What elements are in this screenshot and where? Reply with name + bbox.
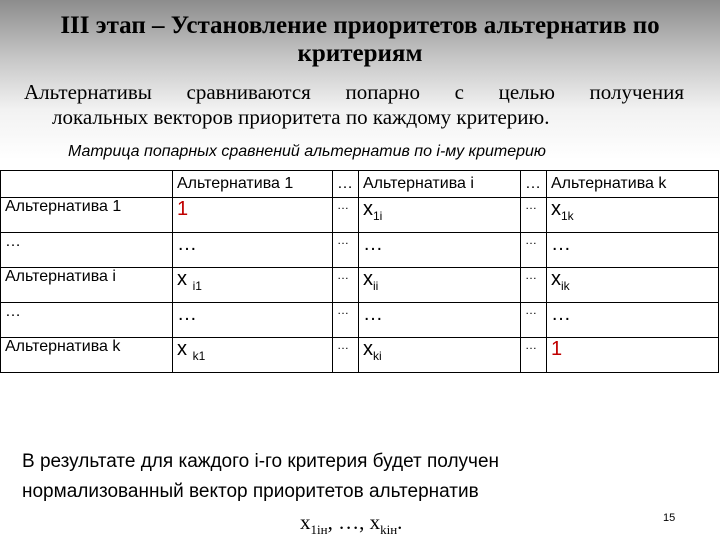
cell-alt-1 [173, 233, 333, 268]
formula-xk: x [369, 510, 381, 534]
cell-ellipsis [333, 268, 359, 303]
formula-sep: , …, [327, 510, 370, 534]
cell-alt-i [359, 338, 521, 373]
header-cell-ellipsis: … [521, 171, 547, 198]
cell-ellipsis [521, 338, 547, 373]
result-formula [300, 510, 402, 538]
row-label [1, 303, 173, 338]
cell-alt-k-value: x [551, 268, 561, 290]
intro-word: целью [498, 80, 555, 104]
slide-title [0, 12, 720, 68]
cell-alt-1-subscript: i1 [192, 279, 202, 293]
cell-ellipsis [521, 233, 547, 268]
table-row [1, 338, 719, 373]
cell-ellipsis [333, 303, 359, 338]
cell-alt-i [359, 303, 521, 338]
formula-xk-sub: kiн [380, 522, 398, 538]
cell-alt-i-value: … [363, 303, 383, 325]
cell-alt-k [547, 233, 719, 268]
intro-line2: локальных векторов приоритета по каждому критерию. [52, 105, 550, 129]
cell-alt-k-value: … [551, 233, 571, 255]
header-cell-alt-k: Альтернатива k [547, 171, 719, 198]
cell-alt-i-value: x [363, 268, 373, 290]
comparison-matrix [0, 170, 719, 373]
header-cell-corner [1, 171, 173, 198]
cell-alt-k [547, 338, 719, 373]
cell-ellipsis [333, 198, 359, 233]
cell-alt-1 [173, 303, 333, 338]
header-cell-alt-i: Альтернатива i [359, 171, 521, 198]
cell-alt-k-value: 1 [551, 338, 563, 360]
cell-ellipsis [521, 268, 547, 303]
result-line2: нормализованный вектор приоритетов альтернатив [22, 481, 479, 502]
cell-alt-i [359, 233, 521, 268]
slide-title-line2: критериям [297, 40, 423, 67]
row-label-value: … [5, 303, 21, 320]
cell-alt-k-value: x [551, 198, 561, 220]
cell-alt-1-value: … [177, 233, 197, 255]
cell-alt-k-subscript: ik [561, 279, 570, 293]
cell-alt-1 [173, 198, 333, 233]
row-label-value: Альтернатива i [5, 268, 116, 285]
row-label-value: Альтернатива 1 [5, 198, 122, 215]
intro-word: попарно [345, 80, 421, 104]
cell-alt-i-subscript: ii [373, 279, 379, 293]
intro-word: сравниваются [186, 80, 311, 104]
cell-alt-i-value: … [363, 233, 383, 255]
result-line1: В результате для каждого i-го критерия будет получен [22, 451, 500, 472]
cell-alt-k [547, 303, 719, 338]
cell-alt-i-value: x [363, 338, 373, 360]
cell-ellipsis-value: … [337, 303, 349, 317]
cell-alt-i [359, 198, 521, 233]
cell-alt-k [547, 268, 719, 303]
cell-ellipsis [333, 233, 359, 268]
result-text [22, 447, 499, 507]
cell-ellipsis-value: … [525, 303, 537, 317]
cell-alt-i-value: x [363, 198, 373, 220]
cell-alt-k-value: … [551, 303, 571, 325]
row-label [1, 338, 173, 373]
row-label [1, 268, 173, 303]
row-label-value: … [5, 233, 21, 250]
slide-title-line1: III этап – Установление приоритетов альтернатив по [60, 12, 660, 39]
cell-alt-1-value: 1 [177, 198, 189, 220]
cell-alt-i [359, 268, 521, 303]
cell-alt-i-subscript: 1i [373, 209, 383, 223]
intro-line1 [24, 80, 684, 105]
cell-ellipsis-value: … [525, 233, 537, 247]
cell-alt-1 [173, 268, 333, 303]
row-label [1, 198, 173, 233]
cell-alt-k-subscript: 1k [561, 209, 574, 223]
intro-word: Альтернативы [24, 80, 152, 104]
matrix-header-row [1, 171, 719, 198]
cell-ellipsis-value: … [525, 198, 537, 212]
cell-ellipsis-value: … [337, 233, 349, 247]
table-row [1, 303, 719, 338]
cell-ellipsis-value: … [337, 338, 349, 352]
cell-alt-1-value: x [177, 338, 193, 360]
row-label [1, 233, 173, 268]
cell-ellipsis-value: … [525, 338, 537, 352]
table-row [1, 198, 719, 233]
intro-word: с [454, 80, 464, 104]
row-label-value: Альтернатива k [5, 338, 121, 355]
cell-ellipsis [521, 303, 547, 338]
cell-ellipsis [333, 338, 359, 373]
formula-end: . [397, 510, 403, 534]
cell-ellipsis-value: … [525, 268, 537, 282]
cell-alt-1-value: x [177, 268, 193, 290]
cell-alt-1-value: … [177, 303, 197, 325]
table-row [1, 268, 719, 303]
cell-alt-i-subscript: ki [373, 349, 382, 363]
header-cell-ellipsis: … [333, 171, 359, 198]
table-row [1, 233, 719, 268]
cell-ellipsis-value: … [337, 198, 349, 212]
matrix-caption: Матрица попарных сравнений альтернатив по i-му критерию [68, 143, 546, 160]
formula-x1-sub: 1iн [310, 522, 328, 538]
formula-x1: x [300, 510, 311, 534]
cell-ellipsis [521, 198, 547, 233]
page-number: 15 [663, 512, 676, 524]
cell-ellipsis-value: … [337, 268, 349, 282]
intro-word: получения [589, 80, 684, 104]
cell-alt-1-subscript: k1 [192, 349, 206, 363]
header-cell-alt-1: Альтернатива 1 [173, 171, 333, 198]
cell-alt-k [547, 198, 719, 233]
cell-alt-1 [173, 338, 333, 373]
intro-paragraph [24, 80, 684, 130]
